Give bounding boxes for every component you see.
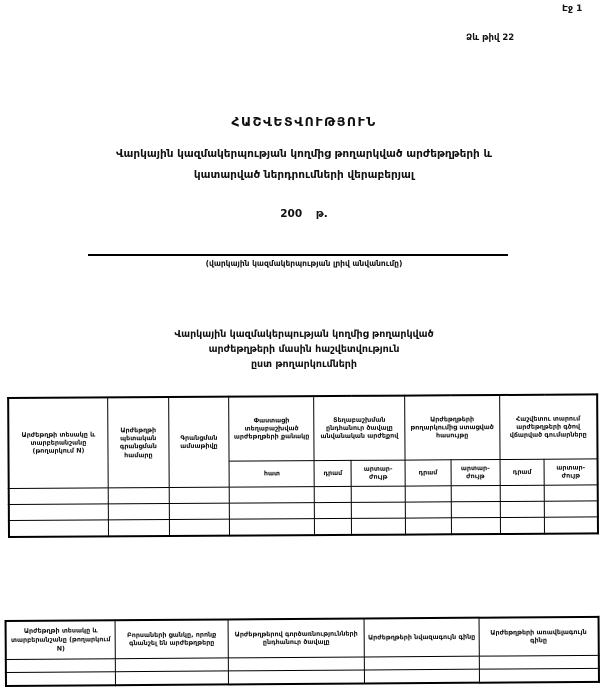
page-number: Էջ 1 xyxy=(562,4,583,14)
org-name-fill-line xyxy=(88,254,508,256)
table-cell xyxy=(545,500,598,516)
table-cell xyxy=(230,518,315,535)
table-cell xyxy=(365,656,480,670)
table-cell xyxy=(405,517,451,534)
table-cell xyxy=(315,518,352,535)
table-cell xyxy=(9,519,109,536)
table-cell xyxy=(479,668,599,682)
table-cell xyxy=(9,503,109,520)
column-header-exchange-list: Բորսաների ցանկը, որոնք գնանշել են արժեթղթերը xyxy=(115,619,228,658)
table-cell xyxy=(169,519,230,536)
table-cell xyxy=(6,658,116,672)
table-cell xyxy=(169,487,230,503)
column-header-security-type: Արժեթղթի տեսակը և տարբերանշանը (թողարկում N) xyxy=(6,620,116,659)
column-header-security-type: Արժեթղթի տեսակը և տարբերանշանը (թողարկում N) xyxy=(8,397,108,488)
table-cell xyxy=(108,487,169,503)
subcolumn-header-dram: դրամ xyxy=(314,460,351,486)
table-cell xyxy=(314,486,351,502)
table-cell xyxy=(451,501,500,517)
table-cell xyxy=(451,485,500,501)
subcolumn-header-dram: դրամ xyxy=(500,459,545,485)
column-header-issuance-proceeds: Արժեթղթերի թողարկումից ստացված հասույթը xyxy=(404,395,499,460)
table-cell xyxy=(228,656,364,670)
table-cell xyxy=(352,502,406,518)
subcolumn-header-pieces: հատ xyxy=(229,460,314,487)
table-cell xyxy=(405,485,451,501)
table-cell xyxy=(230,502,315,519)
table-cell xyxy=(451,517,500,534)
year-field: 200 թ. xyxy=(280,208,328,220)
table-cell xyxy=(500,485,545,501)
table-cell xyxy=(500,517,545,534)
table-row xyxy=(6,668,599,686)
table-cell xyxy=(545,484,598,500)
issuance-table-title-line2: արժեթղթերի մասին հաշվետվություն xyxy=(208,344,400,355)
subcolumn-header-foreign-currency: արտար- ժույթ xyxy=(451,459,500,485)
column-header-registration-number: Արժեթղթի պետական գրանցման համարը xyxy=(108,397,169,487)
issuance-table-title-line1: Վարկային կազմակերպության կողմից թողարկված xyxy=(174,329,434,340)
report-title: ՀԱՇՎԵՏՎՈՒԹՅՈՒՆ xyxy=(231,114,377,129)
table-cell xyxy=(108,519,169,536)
subcolumn-header-foreign-currency: արտար- ժույթ xyxy=(351,460,405,486)
exchange-listing-table xyxy=(5,616,600,687)
table-cell xyxy=(314,502,351,518)
issuance-table-title-line3: ըստ թողարկումների xyxy=(250,359,358,370)
issued-securities-table xyxy=(7,393,599,537)
column-header-placed-quantity: Փաստացի տեղաբաշխված արժեթղթերի քանակը xyxy=(229,396,314,461)
column-header-maximum-price: Արժեթղթերի առավելագույն գինը xyxy=(479,617,599,656)
report-subtitle-line2: կատարված ներդրումների վերաբերյալ xyxy=(193,169,415,181)
table-cell xyxy=(169,503,230,519)
column-header-registration-date: Գրանցման ամսաթիվը xyxy=(168,397,229,487)
table-cell xyxy=(6,671,116,685)
column-header-transactions-volume: Արժեթղթերով գործառնությունների ընդհանուր ծավալը xyxy=(228,618,365,657)
column-header-placement-volume: Տեղաբաշխման ընդհանուր ծավալը անվանական արժեքով xyxy=(314,396,405,461)
table-cell xyxy=(108,503,169,519)
table-cell xyxy=(500,501,545,517)
table-cell xyxy=(230,486,315,503)
column-header-minimum-price: Արժեթղթերի նվազագույն գինը xyxy=(364,618,479,657)
column-header-amounts-paid: Հաշվետու տարում արժեթղթերի գծով վճարված գումարները xyxy=(499,394,597,459)
table-cell xyxy=(545,516,598,533)
subcolumn-header-foreign-currency: արտար- ժույթ xyxy=(544,458,597,484)
report-subtitle-line1: Վարկային կազմակերպության կողմից թողարկված արժեթղթերի և xyxy=(116,148,492,160)
table-cell xyxy=(405,501,451,517)
table-cell xyxy=(116,670,229,684)
issuance-table-title xyxy=(0,327,608,372)
table-cell xyxy=(116,657,229,671)
table-row xyxy=(9,516,598,536)
table-cell xyxy=(351,486,405,502)
table-cell xyxy=(365,669,480,683)
form-number: Ձև թիվ 22 xyxy=(466,33,515,43)
table-cell xyxy=(352,518,406,535)
table-cell xyxy=(479,655,599,669)
subcolumn-header-dram: դրամ xyxy=(405,459,451,485)
table-cell xyxy=(228,669,364,683)
org-name-caption: (վարկային կազմակերպության լրիվ անվանումը) xyxy=(205,259,403,268)
table-cell xyxy=(9,487,109,504)
